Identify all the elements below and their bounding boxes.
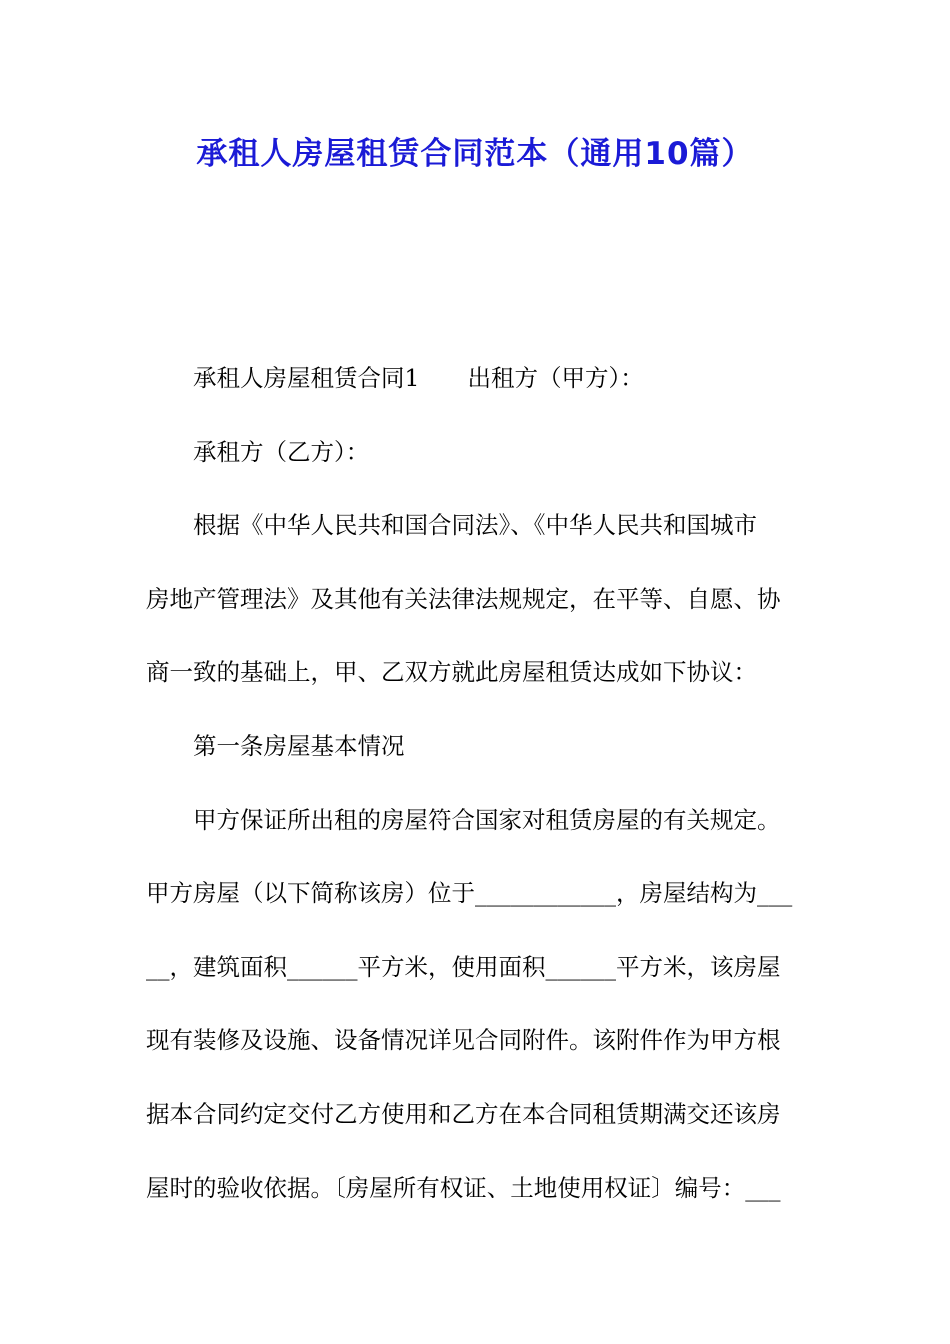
basis-paragraph — [146, 489, 810, 710]
paragraph-line: 现有装修及设施、设备情况详见合同附件。该附件作为甲方根 — [146, 1026, 781, 1055]
paragraph-line: 据本合同约定交付乙方使用和乙方在本合同租赁期满交还该房 — [146, 1099, 781, 1128]
contract-name: 承租人房屋租赁合同1 — [193, 364, 420, 392]
paragraph-line: __，建筑面积______平方米，使用面积______平方米，该房屋 — [146, 952, 781, 981]
document-title: 承租人房屋租赁合同范本（通用10篇） — [196, 136, 754, 172]
contract-heading-line — [146, 342, 810, 416]
document-body — [146, 342, 810, 1225]
paragraph-line: 房地产管理法》及其他有关法律法规规定，在平等、自愿、协 — [146, 584, 781, 613]
paragraph-line: 商一致的基础上，甲、乙双方就此房屋租赁达成如下协议： — [146, 658, 757, 687]
lessee-label: 承租方（乙方）： — [193, 437, 370, 466]
paragraph-line: 甲方保证所出租的房屋符合国家对租赁房屋的有关规定。 — [193, 805, 781, 834]
article-1-paragraph — [146, 784, 810, 1226]
paragraph-line: 根据《中华人民共和国合同法》、《中华人民共和国城市 — [193, 511, 757, 540]
paragraph-line: 屋时的验收依据。〔房屋所有权证、土地使用权证〕编号：___ — [146, 1173, 781, 1202]
article-1-title: 第一条房屋基本情况 — [193, 731, 405, 760]
lessor-label: 出租方（甲方）： — [467, 364, 644, 392]
paragraph-line: 甲方房屋（以下简称该房）位于____________，房屋结构为___ — [146, 879, 793, 908]
